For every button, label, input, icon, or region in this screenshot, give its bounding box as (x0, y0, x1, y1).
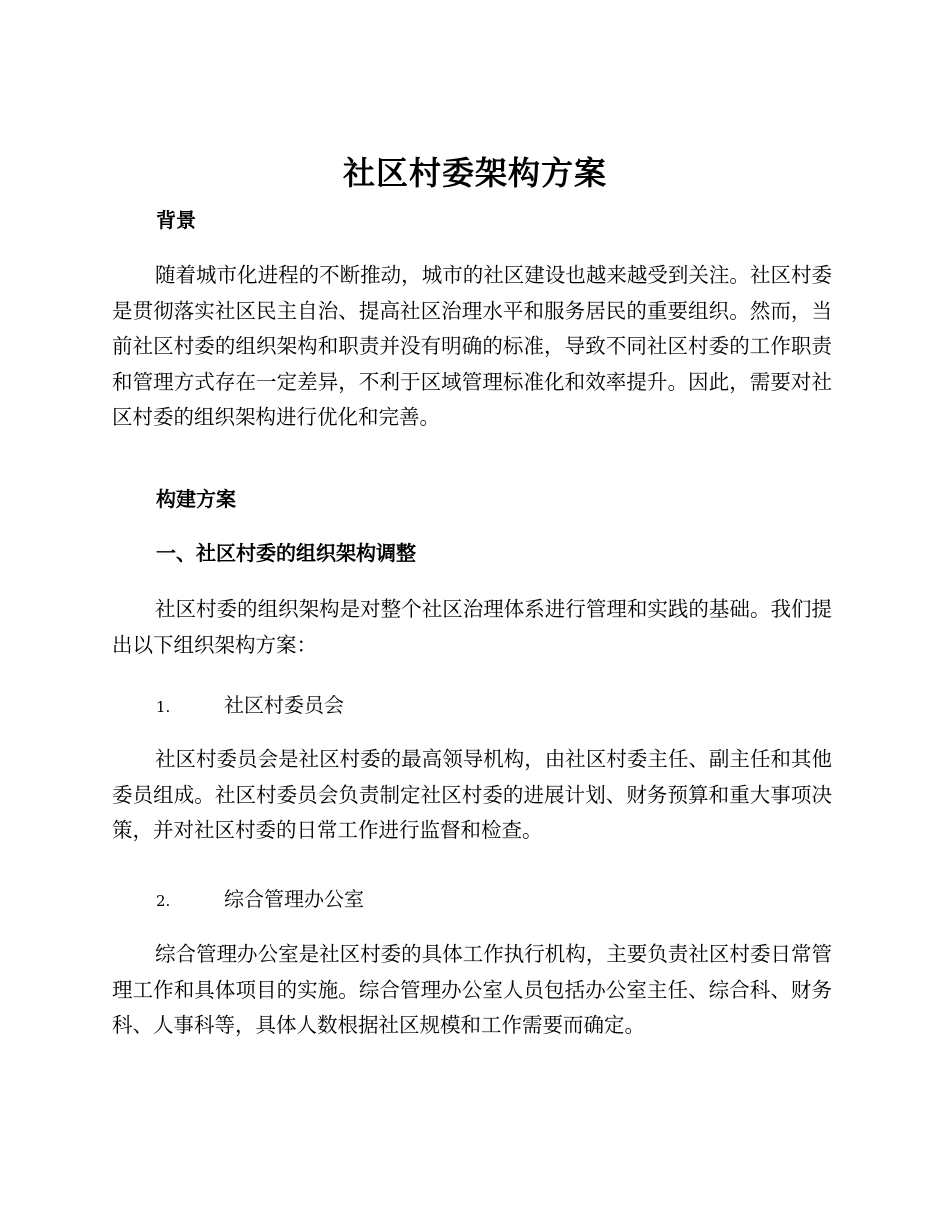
list-label: 综合管理办公室 (224, 887, 364, 911)
list-label: 社区村委员会 (224, 693, 344, 717)
list-item-office (156, 884, 364, 916)
list-number: 2. (156, 892, 171, 910)
background-paragraph: 随着城市化进程的不断推动，城市的社区建设也越来越受到关注。社区村委是贯彻落实社区民主自治、提高社区治理水平和服务居民的重要组织。然而，当前社区村委的组织架构和职责并没有明确的标准，导致不同社区村委的工作职责和管理方式存在一定差异，不利于区域管理标准化和效率提升。因此，需要对社区村委的组织架构进行优化和完善。 (112, 263, 832, 429)
document-title: 社区村委架构方案 (342, 154, 607, 192)
committee-paragraph: 社区村委员会是社区村委的最高领导机构，由社区村委主任、副主任和其他委员组成。社区村委员会负责制定社区村委的进展计划、财务预算和重大事项决策，并对社区村委的日常工作进行监督和检查。 (112, 747, 832, 842)
sub-heading-structure-adjustment: 一、社区村委的组织架构调整 (156, 541, 416, 565)
office-paragraph: 综合管理办公室是社区村委的具体工作执行机构，主要负责社区村委日常管理工作和具体项目的实施。综合管理办公室人员包括办公室主任、综合科、财务科、人事科等，具体人数根据社区规模和工作需要而确定。 (112, 942, 832, 1037)
section-heading-plan: 构建方案 (156, 487, 236, 511)
section-heading-background: 背景 (156, 208, 196, 232)
list-number: 1. (156, 698, 171, 716)
list-item-committee (156, 690, 344, 722)
structure-paragraph: 社区村委的组织架构是对整个社区治理体系进行管理和实践的基础。我们提出以下组织架构方案： (112, 597, 832, 657)
